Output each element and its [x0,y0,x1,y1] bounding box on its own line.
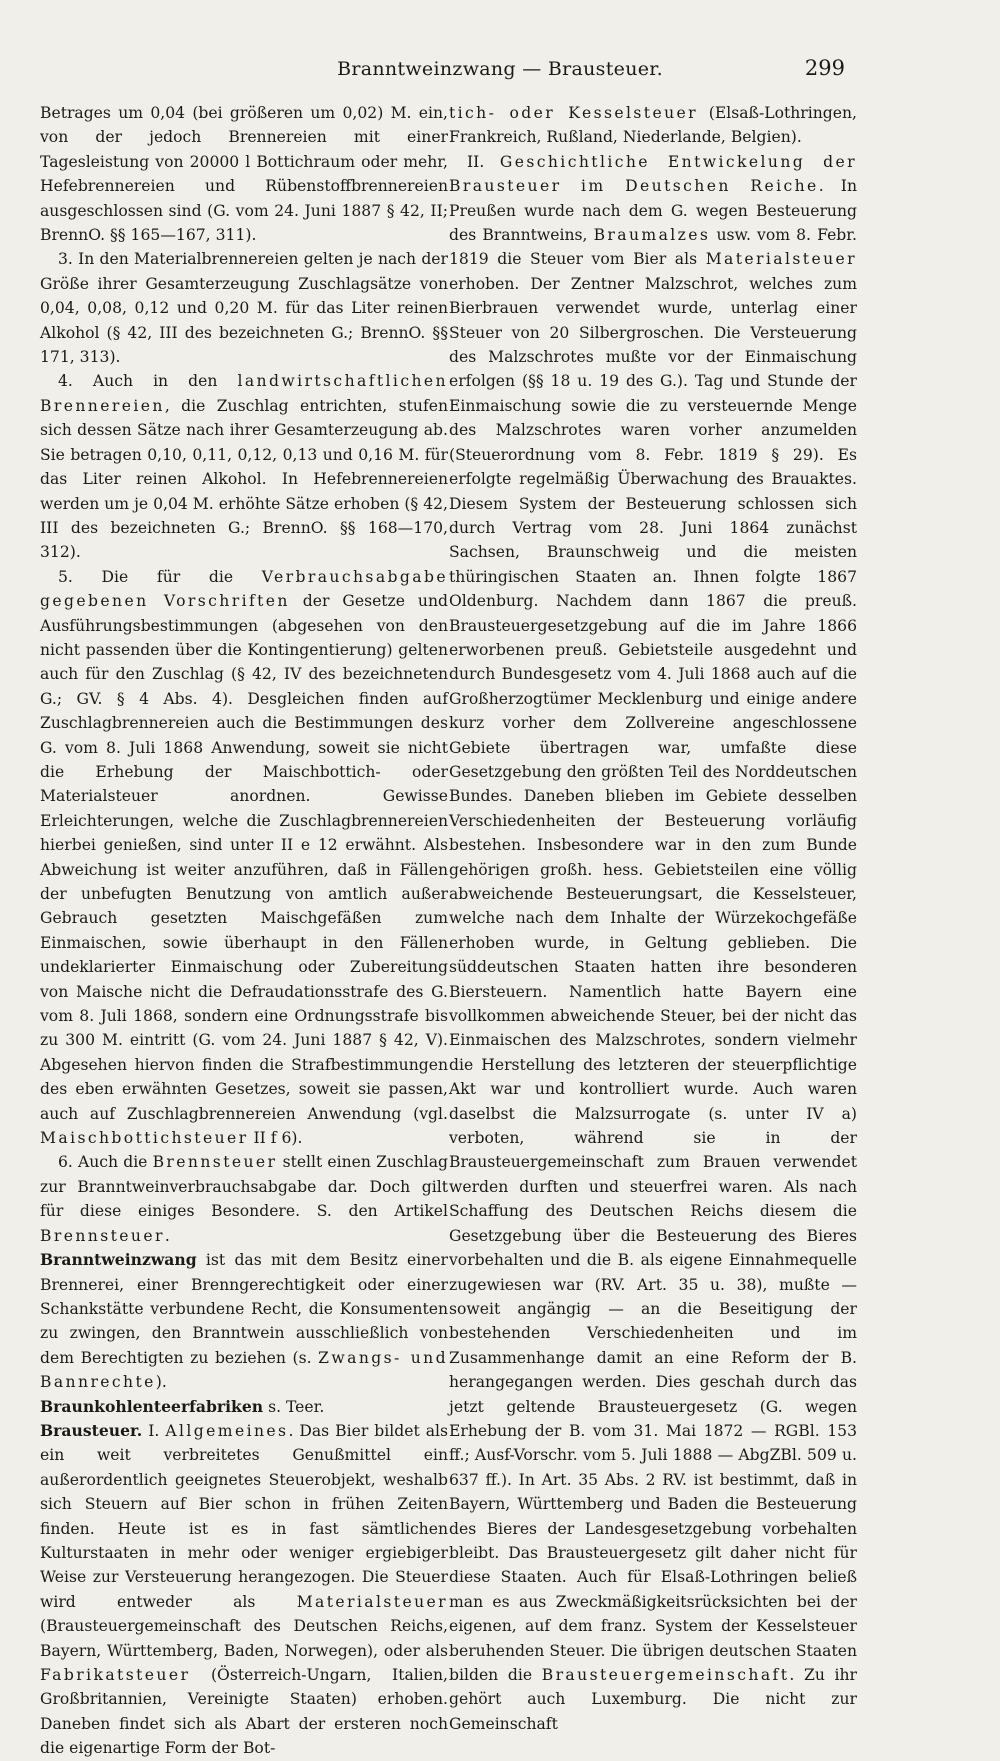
section-heading: Allgemeines [165,1421,289,1440]
entry-headword: Brausteuer. [40,1420,143,1440]
entry-branntweinzwang [40,1248,448,1394]
paragraph-text: . Zu ihr gehört auch Luxemburg. Die nicht zur Gemeinschaft [449,1666,857,1733]
paragraph-text: 4. Auch in den [58,372,218,391]
entry-brausteuer [40,1419,448,1761]
paragraph-text: , die Zuschlag entrichten, stufen sich dessen Sätze nach ihrer Gesamterzeugung ab. Sie betragen 0,10, 0,11, 0,12, 0,13 und 0,16 M. für das Liter reinen Alkohol. In Hefebrennereien werden um je 0,04 M. erhöhte Sätze erhoben (§ 42, III des bezeichneten G.; BrennO. §§ 168—170, 312). [40,396,448,562]
entry-headword: Braunkohlenteerfabriken [40,1396,264,1416]
cross-reference: s. Teer. [268,1397,325,1416]
entry-braunkohlenteerfabriken [40,1395,448,1419]
paragraph [40,101,448,247]
left-column [40,101,448,1761]
emphasized-term: Brennsteuer [40,1226,165,1245]
paragraph-text: (Österreich-Ungarn, Italien, Großbritannien, Vereinigte Staaten) erhoben. Daneben findet sich als Abart der ersteren noch die eigenartige Form der Bot- [40,1666,448,1758]
emphasized-term: Brennsteuer [152,1153,278,1172]
paragraph [40,247,448,369]
paragraph [40,1150,448,1248]
paragraph-text: (Brausteuergemeinschaft des Deutschen Reichs, Bayern, Württemberg, Baden, Norwegen), oder als [40,1617,448,1660]
paragraph-text: ). [155,1373,167,1392]
emphasized-term: Brausteuergemeinschaft [541,1666,790,1684]
cross-reference: Zwangs- und Bannrechte [40,1348,448,1392]
paragraph-text: 3. In den Materialbrennereien gelten je nach der Größe ihrer Gesamterzeugung Zuschlagsätze von 0,04, 0,08, 0,12 und 0,20 M. für das Liter reinen Alkohol (§ 42, III des bezeichneten G.; BrennO. §§ 171, 313). [40,250,448,367]
paragraph-text: ist das mit dem Besitz einer Brennerei, einer Brenngerechtigkeit oder einer Schankstätte verbundene Recht, die Konsumenten zu zwingen, den Branntwein ausschließlich von dem Berechtigten zu beziehen (s. [40,1251,448,1367]
running-title: Branntweinzwang — Brausteuer. [337,58,663,80]
emphasized-term: Materialsteuer [705,250,857,269]
emphasized-term: Maischbottichsteuer [40,1129,249,1148]
paragraph [40,369,448,564]
section-number: I. [148,1421,160,1440]
paragraph [449,101,857,150]
paragraph-text: usw. vom 8. Febr. 1819 die Steuer vom Bier als [449,226,857,269]
paragraph-text: stellt einen Zuschlag zur Branntweinverbrauchsabgabe dar. Doch gilt für diese einiges Besondere. S. den Artikel [40,1153,449,1221]
paragraph [449,150,857,1736]
paragraph-text: . [164,1226,170,1245]
emphasized-term: Braumalzes [593,226,711,245]
paragraph-text: . Das Bier bildet als ein weit verbreitetes Genußmittel ein außerordentlich geeignetes Steuerobjekt, weshalb sich Steuern auf Bier schon in frühen Zeiten finden. Heute ist es in fast sämtlichen Kulturstaaten in mehr oder weniger ergiebiger Weise zur Versteuerung herangezogen. Die Steuer wird entweder als [40,1421,448,1611]
paragraph-text: Betrages um 0,04 (bei größeren um 0,02) M. ein, von der jedoch Brennereien mit einer Tagesleistung von 20000 l Bottichraum oder mehr, Hefebrennereien und Rübenstoffbrennereien ausgeschlossen sind (G. vom 24. Juni 1887 § 42, II; BrennO. §§ 165—167, 311). [40,104,448,245]
paragraph-text: . In Preußen wurde nach dem G. wegen Besteuerung des Branntweins, [449,177,857,245]
section-number: II. [467,152,485,171]
section-heading: Geschichtliche Entwickelung der Brausteuer im Deutschen Reiche [449,152,857,196]
emphasized-term: tich- oder Kesselsteuer [449,104,699,122]
emphasized-term: landwirtschaftlichen Brennereien [40,372,448,415]
emphasized-term: Verbrauchsabgabe gegebenen Vorschriften [40,567,448,611]
paragraph-text: 6. Auch die [58,1153,148,1172]
paragraph-text: erhoben. Der Zentner Malzschrot, welches zum Bierbrauen verwendet wurde, unterlag einer Steuer von 20 Silbergroschen. Die Versteuerung des Malzschrotes mußte vor der Einmaischung erfolgen (§§ 18 u. 19 des G.). Tag und Stunde der Einmaischung sowie die zu versteuernde Menge des Malzschrotes waren vorher anzumelden (Steuerordnung vom 8. Febr. 1819 § 29). Es erfolgte regelmäßig Überwachung des Brauaktes. Diesem System der Besteuerung schlossen sich durch Vertrag vom 28. Juni 1864 zunächst Sachsen, Braunschweig und die meisten thüringischen Staaten an. Ihnen folgte 1867 Oldenburg. Nachdem dann 1867 die preuß. Brausteuergesetzgebung auf die im Jahre 1866 erworbenen preuß. Gebietsteile ausgedehnt und durch Bundesgesetz vom 4. Juli 1868 auch auf die Großherzogtümer Mecklenburg und einige andere kurz vorher dem Zollvereine angeschlossene Gebiete übertragen war, umfaßte diese Gesetzgebung den größten Teil des Norddeutschen Bundes. Daneben blieben im Gebiete desselben Verschiedenheiten der Besteuerung vorläufig bestehen. Insbesondere war in den zum Bunde gehörigen großh. hess. Gebietsteilen eine völlig abweichende Besteuerungsart, die Kesselsteuer, welche nach dem Inhalte der Würzekochgefäße erhoben wurde, in Geltung geblieben. Die süddeutschen Staaten hatten ihre besonderen Biersteuern. Namentlich hatte Bayern eine vollkommen abweichende Steuer, bei der nicht das Einmaischen des Malzschrotes, sondern vielmehr die Herstellung des letzteren der steuerpflichtige Akt war und kontrolliert wurde. Auch waren daselbst die Malzsurrogate (s. unter IV a) verboten, während sie in der Brausteuergemeinschaft zum Brauen verwendet werden durften und steuerfrei waren. Als nach Schaffung des Deutschen Reichs diesem die Gesetzgebung über die Besteuerung des Bieres vorbehalten und die B. als eigene Einnahmequelle zugewiesen war (RV. Art. 35 u. 38), mußte — soweit angängig — an die Beseitigung der bestehenden Verschiedenheiten und im Zusammenhange damit an eine Reform der B. herangegangen werden. Dies geschah durch das jetzt geltende Brausteuergesetz (G. wegen Erhebung der B. vom 31. Mai 1872 — RGBl. 153 ff.; Ausf-Vorschr. vom 5. Juli 1888 — AbgZBl. 509 u. 637 ff.). In Art. 35 Abs. 2 RV. ist bestimmt, daß in Bayern, Württemberg und Baden die Besteuerung des Bieres der Landesgesetzgebung vorbehalten bleibt. Das Brausteuergesetz gilt daher nicht für diese Staaten. Auch für Elsaß-Lothringen beließ man es aus Zweckmäßigkeitsrücksichten bei der eigenen, auf dem franz. System der Kesselsteuer beruhenden Steuer. Die übrigen deutschen Staaten bilden die [449,274,857,1684]
page-number: 299 [804,56,845,80]
entry-headword: Branntweinzwang [40,1250,197,1270]
paragraph-text: der Gesetze und Ausführungsbestimmungen (abgesehen von den nicht passenden über die Kontingentierung) gelten auch für den Zuschlag (§ 42, IV des bezeichneten G.; GV. § 4 Abs. 4). Desgleichen finden auf Zuschlagbrennereien auch die Bestimmungen des G. vom 8. Juli 1868 Anwendung, soweit sie nicht die Erhebung der Maischbottich- oder Materialsteuer anordnen. Gewisse Erleichterungen, welche die Zuschlagbrennereien hierbei genießen, sind unter II e 12 erwähnt. Als Abweichung ist weiter anzuführen, daß in Fällen der unbefugten Benutzung von amtlich außer Gebrauch gesetzten Maischgefäßen zum Einmaischen, sowie überhaupt in den Fällen undeklarierter Einmaischung oder Zubereitung von Maische nicht die Defraudationsstrafe des G. vom 8. Juli 1868, sondern eine Ordnungsstrafe bis zu 300 M. eintritt (G. vom 24. Juni 1887 § 42, V). Abgesehen hiervon finden die Strafbestimmungen des eben erwähnten Gesetzes, soweit sie passen, auch auf Zuschlagbrennereien Anwendung (vgl. [40,592,448,1123]
right-column [449,101,857,1736]
paragraph-text: II f 6). [253,1129,303,1148]
paragraph-text: (Elsaß-Lothringen, Frankreich, Rußland, Niederlande, Belgien). [449,104,857,147]
emphasized-term: Materialsteuer [296,1592,448,1611]
paragraph [40,565,448,1151]
emphasized-term: Fabrikatsteuer [40,1666,191,1684]
running-header [0,58,1000,88]
paragraph-text: 5. Die für die [58,567,234,586]
